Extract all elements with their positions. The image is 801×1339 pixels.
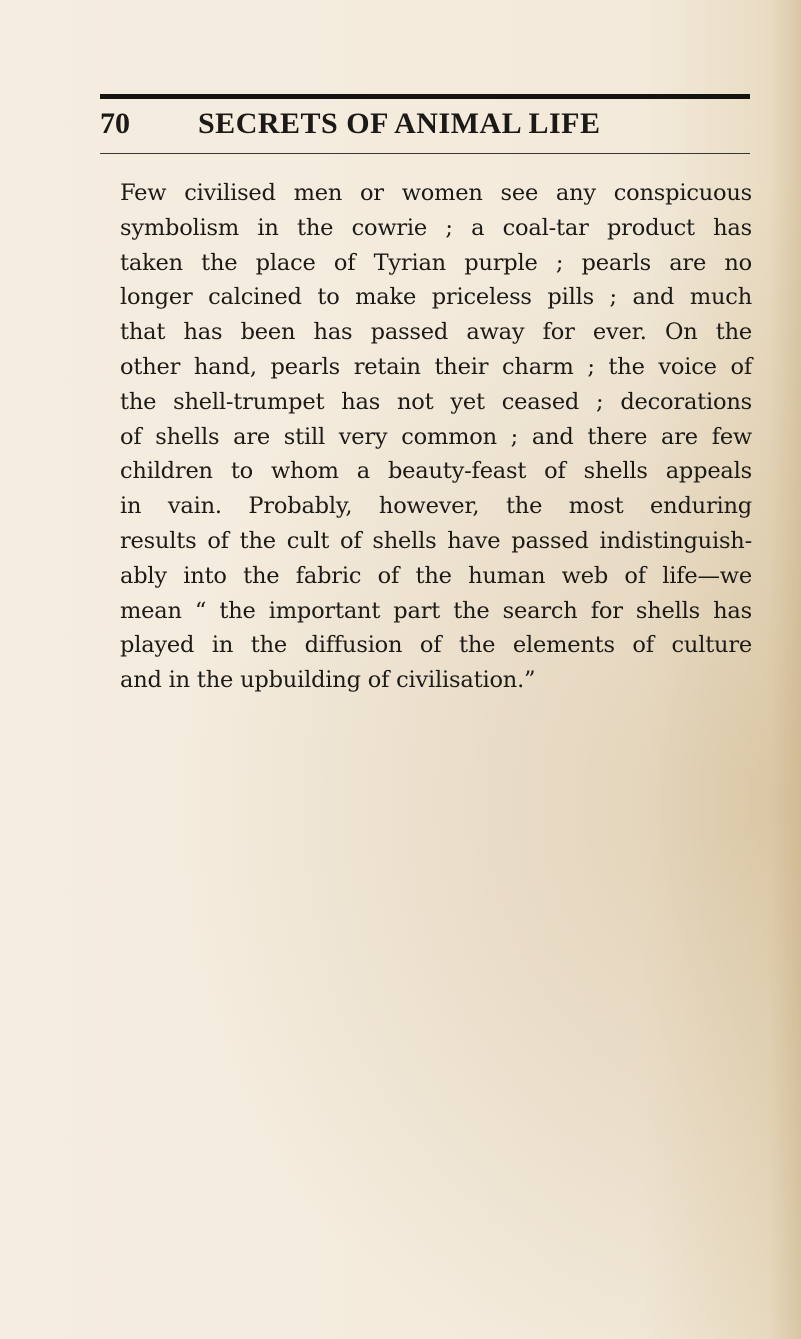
text-line: ably into the fabric of the human web of life—we <box>120 562 752 589</box>
text-line: Few civilised men or women see any conspicuous <box>120 180 752 206</box>
text-line: mean “ the important part the search for shells has <box>120 597 752 624</box>
text-line: symbolism in the cowrie ; a coal-tar product has <box>120 214 752 241</box>
text-line: and in the upbuilding of civilisation.” <box>120 667 536 694</box>
text-line: results of the cult of shells have passed indistinguish- <box>120 527 752 554</box>
text-line: longer calcined to make priceless pills ; and much <box>120 284 752 311</box>
text-line: the shell-trumpet has not yet ceased ; decorations <box>120 388 752 415</box>
text-line: other hand, pearls retain their charm ; the voice of <box>120 353 752 380</box>
text-line: that has been has passed away for ever. On the <box>120 319 752 346</box>
header-bottom-rule <box>100 153 750 154</box>
text-line: in vain. Probably, however, the most enduring <box>120 493 752 520</box>
text-line: taken the place of Tyrian purple ; pearls are no <box>120 249 752 276</box>
text-line: of shells are still very common ; and there are few <box>120 423 752 450</box>
running-title: SECRETS OF ANIMAL LIFE <box>198 107 601 140</box>
body-paragraph <box>120 176 752 698</box>
text-line: played in the diffusion of the elements of culture <box>120 632 752 659</box>
text-line: children to whom a beauty-feast of shells appeals <box>120 458 752 485</box>
page-number: 70 <box>100 107 130 140</box>
header-top-rule <box>100 94 750 99</box>
page-header <box>100 103 750 151</box>
